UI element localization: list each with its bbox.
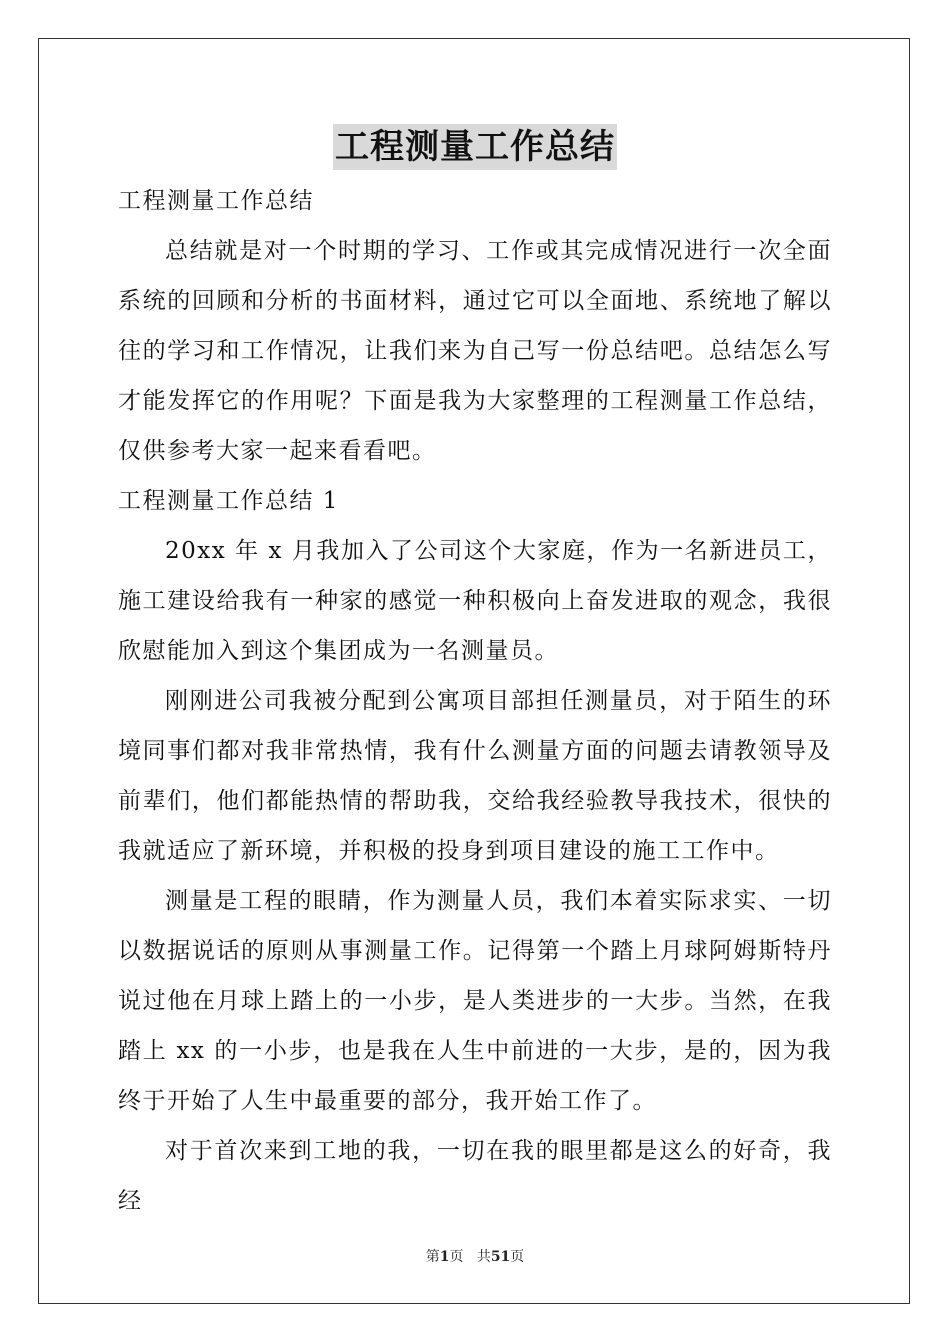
total-prefix: 共	[476, 1249, 491, 1265]
page-prefix: 第	[425, 1249, 440, 1265]
page-number: 1	[439, 1249, 450, 1265]
body-paragraph-1: 20xx 年 x 月我加入了公司这个大家庭，作为一名新进员工，施工建设给我有一种家的感觉一种积极向上奋发进取的观念，我很欣慰能加入到这个集团成为一名测量员。	[118, 538, 832, 664]
document-title	[0, 124, 950, 170]
section-heading: 工程测量工作总结 1	[118, 488, 339, 514]
body-paragraph-4: 对于首次来到工地的我，一切在我的眼里都是这么的好奇，我经	[118, 1138, 832, 1214]
body-paragraph-3: 测量是工程的眼睛，作为测量人员，我们本着实际求实、一切以数据说话的原则从事测量工作。记得第一个踏上月球阿姆斯特丹说过他在月球上踏上的一小步，是人类进步的一大步。当然，在我踏上 xx 的一小步，也是我在人生中前进的一大步，是的，因为我终于开始了人生中最重要的部分，我开始工作了。	[118, 888, 832, 1114]
intro-paragraph: 总结就是对一个时期的学习、工作或其完成情况进行一次全面系统的回顾和分析的书面材料，通过它可以全面地、系统地了解以往的学习和工作情况，让我们来为自己写一份总结吧。总结怎么写才能发挥它的作用呢？下面是我为大家整理的工程测量工作总结，仅供参考大家一起来看看吧。	[118, 238, 832, 464]
page-unit: 页	[449, 1249, 464, 1265]
page-footer	[0, 1246, 950, 1266]
title-text: 工程测量工作总结	[333, 124, 617, 170]
subtitle-line: 工程测量工作总结	[118, 188, 314, 214]
total-pages: 51	[490, 1249, 511, 1265]
total-unit: 页	[510, 1249, 525, 1265]
document-body	[118, 176, 832, 1226]
body-paragraph-2: 刚刚进公司我被分配到公寓项目部担任测量员，对于陌生的环境同事们都对我非常热情，我有什么测量方面的问题去请教领导及前辈们，他们都能热情的帮助我，交给我经验教导我技术，很快的我就适应了新环境，并积极的投身到项目建设的施工工作中。	[118, 688, 832, 864]
